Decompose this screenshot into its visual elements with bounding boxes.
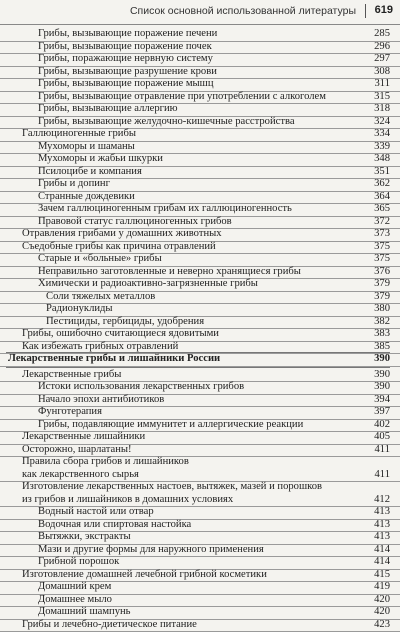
toc-entry-page: 402 (374, 419, 390, 432)
toc-entry-title: Правовой статус галлюциногенных грибов (38, 216, 232, 229)
toc-entry[interactable] (0, 178, 400, 192)
toc-entry-title: Мухоморы и шаманы (38, 141, 135, 154)
toc-entry-title: Съедобные грибы как причина отравлений (22, 241, 216, 254)
toc-entry-page: 380 (374, 303, 390, 316)
toc-entry[interactable] (0, 406, 400, 420)
toc-entry[interactable] (0, 581, 400, 595)
toc-entry[interactable] (0, 394, 400, 408)
toc-entry-page: 411 (375, 469, 391, 482)
toc-entry[interactable] (0, 278, 400, 292)
toc-entry-page: 414 (374, 544, 390, 557)
toc-entry[interactable] (0, 506, 400, 520)
toc-entry-page: 383 (374, 328, 390, 341)
section-rule (6, 367, 390, 368)
toc-entry-page: 419 (374, 581, 390, 594)
toc-entry-title: Лекарственные грибы и лишайники России (8, 353, 220, 366)
toc-entry[interactable] (0, 544, 400, 558)
toc-entry-page: 376 (374, 266, 390, 279)
toc-entry[interactable] (0, 253, 400, 267)
toc-entry-title: Грибы, подавляющие иммунитет и аллергические реакции (38, 419, 303, 432)
toc-entry-title: Изготовление лекарственных настоев, вытяжек, мазей и порошков (22, 481, 322, 494)
toc-entry-title: Грибы, вызывающие поражение мышц (38, 78, 214, 91)
toc-entry-page: 390 (374, 381, 390, 394)
toc-entry[interactable] (0, 556, 400, 570)
toc-entry-page: 296 (374, 41, 390, 54)
toc-entry-title: Грибы, вызывающие разрушение крови (38, 66, 217, 79)
toc-entry-title: Грибы, вызывающие аллергию (38, 103, 178, 116)
toc-entry-page: 420 (374, 594, 390, 607)
toc-entry-page: 414 (374, 556, 390, 569)
toc-entry[interactable] (0, 266, 400, 280)
toc-entry-page: 348 (374, 153, 390, 166)
toc-entry-title: Странные дождевики (38, 191, 135, 204)
toc-entry[interactable] (0, 419, 400, 433)
toc-entry-title: Фунготерапия (38, 406, 102, 419)
toc-entry-page: 405 (374, 431, 390, 444)
toc-entry-page: 364 (374, 191, 390, 204)
toc-entry[interactable] (0, 469, 400, 483)
toc-entry[interactable] (0, 381, 400, 395)
toc-entry[interactable] (0, 166, 400, 180)
toc-entry-title: Радионуклиды (46, 303, 113, 316)
toc-entry-title: Неправильно заготовленные и неверно хранящиеся грибы (38, 266, 301, 279)
toc-entry-page: 382 (374, 316, 390, 329)
page-number: 619 (375, 4, 393, 16)
toc-entry-title: Изготовление домашней лечебной грибной косметики (22, 569, 267, 582)
toc-entry[interactable] (0, 128, 400, 142)
toc-entry-page: 420 (374, 606, 390, 619)
toc-entry-title: Мухоморы и жабьи шкурки (38, 153, 163, 166)
toc-entry-page: 308 (374, 66, 390, 79)
toc-entry-title: Водочная или спиртовая настойка (38, 519, 191, 532)
toc-entry-page: 413 (374, 531, 390, 544)
toc-entry-title: Грибной порошок (38, 556, 119, 569)
toc-entry[interactable] (0, 153, 400, 167)
toc-entry-page: 375 (374, 241, 390, 254)
toc-entry-page: 390 (374, 369, 390, 382)
toc-entry[interactable] (0, 91, 400, 105)
toc-entry[interactable] (0, 531, 400, 545)
toc-entry-title: Грибы, вызывающие отравление при употреблении с алкоголем (38, 91, 326, 104)
toc-entry-page: 351 (374, 166, 390, 179)
toc-entry-title: Мази и другие формы для наружного применения (38, 544, 264, 557)
toc-entry[interactable] (0, 228, 400, 242)
toc-entry[interactable] (0, 519, 400, 533)
toc-entry-title: Как избежать грибных отравлений (22, 341, 178, 354)
toc-entry-title: Лекарственные грибы (22, 369, 121, 382)
toc-entry-title: Грибы, вызывающие поражение печени (38, 28, 217, 41)
toc-entry[interactable] (0, 369, 400, 383)
header-title: Список основной использованной литературы (130, 5, 356, 17)
toc-entry-title: Домашний шампунь (38, 606, 131, 619)
toc-entry-page: 311 (375, 78, 391, 91)
toc-entry-title: Грибы и лечебно-диетическое питание (22, 619, 197, 632)
toc-entry-page: 379 (374, 278, 390, 291)
toc-entry-title: Правила сбора грибов и лишайников (22, 456, 189, 469)
toc-entry[interactable] (0, 328, 400, 342)
toc-entry-page: 324 (374, 116, 390, 129)
toc-entry-title: Химически и радиоактивно-загрязненные грибы (38, 278, 258, 291)
toc-entry-page: 411 (375, 444, 391, 457)
toc-entry-title: Истоки использования лекарственных грибов (38, 381, 244, 394)
toc-entry-title: Домашнее мыло (38, 594, 112, 607)
toc-entry[interactable] (0, 606, 400, 620)
toc-entry-page: 413 (374, 519, 390, 532)
toc-section-heading[interactable] (0, 353, 400, 367)
toc-entry[interactable] (0, 481, 400, 494)
toc-entry-title: Отравления грибами у домашних животных (22, 228, 222, 241)
toc-entry[interactable] (0, 103, 400, 117)
toc-entry[interactable] (0, 569, 400, 583)
toc-entry-page: 362 (374, 178, 390, 191)
toc-entry[interactable] (0, 291, 400, 305)
toc-entry-page: 394 (374, 394, 390, 407)
toc-entry-page: 297 (374, 53, 390, 66)
toc-entry-title: Лекарственные лишайники (22, 431, 145, 444)
toc-entry-page: 423 (374, 619, 390, 632)
toc-entry-page: 373 (374, 228, 390, 241)
toc-entry[interactable] (0, 316, 400, 330)
toc-entry-page: 415 (374, 569, 390, 582)
toc-entry-page: 318 (374, 103, 390, 116)
toc-entry-title: Галлюциногенные грибы (22, 128, 136, 141)
toc-entry[interactable] (0, 66, 400, 80)
toc-entry[interactable] (0, 141, 400, 155)
toc-entry-page: 375 (374, 253, 390, 266)
running-header (0, 0, 400, 25)
toc-entry-page: 397 (374, 406, 390, 419)
toc-entry-title: Старые и «больные» грибы (38, 253, 162, 266)
toc-entry-title: Грибы, вызывающие желудочно-кишечные расстройства (38, 116, 295, 129)
toc-entry-page: 385 (374, 341, 390, 354)
toc-entry-title: Пестициды, гербициды, удобрения (46, 316, 204, 329)
toc-entry-page: 339 (374, 141, 390, 154)
toc-entry-title: Домашний крем (38, 581, 111, 594)
toc-entry-page: 285 (374, 28, 390, 41)
toc-entry-title: Осторожно, шарлатаны! (22, 444, 132, 457)
toc-entry[interactable] (0, 494, 400, 508)
toc-entry-title: из грибов и лишайников в домашних условиях (22, 494, 233, 507)
toc-entry[interactable] (0, 241, 400, 255)
toc-entry[interactable] (0, 78, 400, 92)
header-separator (365, 4, 366, 18)
toc-entry[interactable] (0, 456, 400, 469)
toc-entry[interactable] (0, 594, 400, 608)
toc-entry-title: Соли тяжелых металлов (46, 291, 155, 304)
toc-entry-title: Грибы, поражающие нервную систему (38, 53, 213, 66)
toc-entry[interactable] (0, 216, 400, 230)
toc-entry[interactable] (0, 116, 400, 130)
toc-entry-title: Водный настой или отвар (38, 506, 154, 519)
toc-entry-page: 315 (374, 91, 390, 104)
toc-entry-page: 413 (374, 506, 390, 519)
toc-entry-page: 390 (374, 353, 390, 366)
toc-entry-page: 379 (374, 291, 390, 304)
toc-entry-page: 372 (374, 216, 390, 229)
toc-entry-title: Грибы и допинг (38, 178, 110, 191)
toc-entry[interactable] (0, 431, 400, 445)
toc-entry-page: 365 (374, 203, 390, 216)
toc-entry-title: как лекарственного сырья (22, 469, 139, 482)
toc-entry[interactable] (0, 203, 400, 217)
toc-entry-title: Грибы, вызывающие поражение почек (38, 41, 212, 54)
toc-entry[interactable] (0, 41, 400, 55)
toc-entry-page: 412 (374, 494, 390, 507)
toc-entry-page: 334 (374, 128, 390, 141)
toc-entry-title: Начало эпохи антибиотиков (38, 394, 164, 407)
toc-entry[interactable] (0, 303, 400, 317)
toc-entry-title: Вытяжки, экстракты (38, 531, 131, 544)
toc-entry[interactable] (0, 28, 400, 42)
toc-entry[interactable] (0, 191, 400, 205)
toc-entry-title: Псилоцибе и компания (38, 166, 142, 179)
toc-entry-title: Зачем галлюциногенным грибам их галлюциногенность (38, 203, 292, 216)
toc-entry[interactable] (0, 53, 400, 67)
toc-entry[interactable] (0, 444, 400, 458)
toc-entry[interactable] (0, 619, 400, 632)
toc-entry-title: Грибы, ошибочно считающиеся ядовитыми (22, 328, 219, 341)
